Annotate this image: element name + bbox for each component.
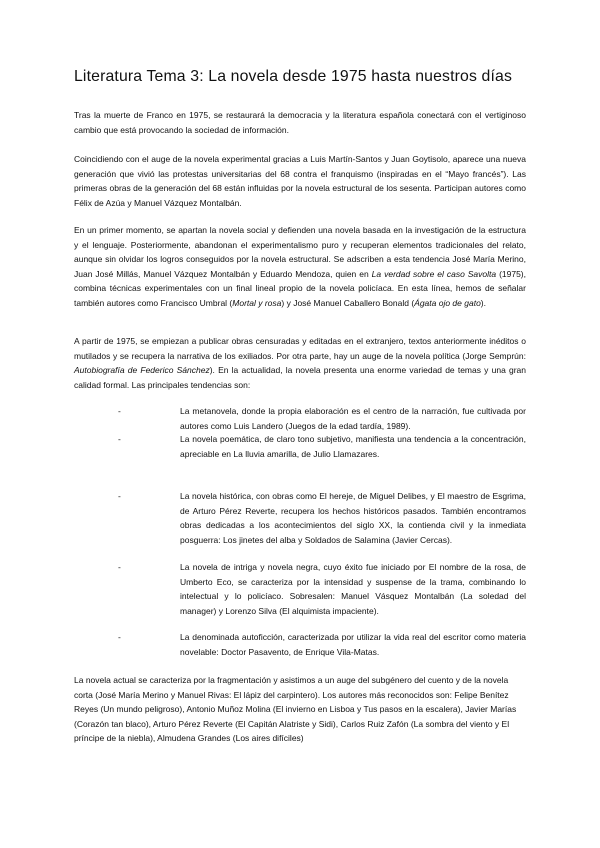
page-title: Literatura Tema 3: La novela desde 1975 hasta nuestros días — [74, 68, 512, 85]
bullet-dash: - — [118, 632, 121, 642]
text-run: En un primer momento, se apartan la novela social y defienden una novela basada en la investigación de la estructura y el lenguaje. Posteriormente, abandonan el experimentalismo puro y recuperan elementos tradicionales del relato, aunque sin olvidar los logros conseguidos por la novela estructural. Se adscriben a esta tendencia José María Merino, Juan José Millás, Manuel Vázquez Montalbán y Eduardo Mendoza, quien en — [74, 225, 526, 279]
book-title: Autobiografía de Federico Sánchez — [74, 365, 210, 376]
paragraph-generation-68: Coincidiendo con el auge de la novela experimental gracias a Luis Martín-Santos y Juan Goytisolo, aparece una nueva generación que vivió las protestas universitarias del 68 contra el franquismo (inspiradas en el “Mayo francés”). Las primeras obras de la generación del 68 están influidas por la novela estructural de los sesenta. Participan autores como Félix de Azúa y Manuel Vázquez Montalbán. — [74, 154, 526, 208]
paragraph-evolution — [74, 223, 526, 311]
bullet-dash: - — [118, 491, 121, 501]
list-item-text: La denominada autoficción, caracterizada por utilizar la vida real del escritor como materia novelable: Doctor Pasavento, de Enrique Vila-Matas. — [180, 632, 526, 657]
paragraph-intro: Tras la muerte de Franco en 1975, se restaurará la democracia y la literatura española conectará con el vertiginoso cambio que está provocando la sociedad de información. — [74, 110, 526, 135]
text-run: A partir de 1975, se empiezan a publicar obras censuradas y editadas en el extranjero, textos anteriormente inéditos o mutilados y se recupera la narrativa de los exiliados. Por otra parte, hay un auge de la novela política (Jorge Semprún: — [74, 336, 526, 361]
paragraph-since-1975 — [74, 334, 526, 392]
text-run: ). — [480, 297, 486, 308]
book-title: Ágata ojo de gato — [414, 297, 481, 308]
book-title: La verdad sobre el caso Savolta — [371, 268, 497, 279]
text-run: ). En la actualidad, la novela presenta una enorme variedad de temas y una gran calidad formal. Las principales tendencias son: — [74, 365, 526, 390]
list-item-text: La novela poemática, de claro tono subjetivo, manifiesta una tendencia a la concentración, apreciable en La lluvia amarilla, de Julio Llamazares. — [180, 434, 526, 459]
list-item-text: La novela de intriga y novela negra, cuyo éxito fue iniciado por El nombre de la rosa, de Umberto Eco, se caracteriza por la intensidad y suspense de la trama, combinando lo intelectual y lo policíaco. Sobresalen: Manuel Vásquez Montalbán (La soledad del manager) y Lorenzo Silva (El alquimista impaciente). — [180, 562, 526, 616]
book-title: Mortal y rosa — [232, 297, 282, 308]
bullet-dash: - — [118, 406, 121, 416]
list-item-text: La novela histórica, con obras como El hereje, de Miguel Delibes, y El maestro de Esgrima, de Arturo Pérez Reverte, recupera los hechos históricos pasados. También encontramos obras dedicadas a los acontecimientos del siglo XX, la contienda civil y la inmediata posguerra: Los jinetes del alba y Soldados de Salamina (Javier Cercas). — [180, 491, 526, 545]
bullet-dash: - — [118, 562, 121, 572]
paragraph-current-novel: La novela actual se caracteriza por la fragmentación y asistimos a un auge del subgénero del cuento y de la novela corta (José María Merino y Manuel Rivas: El lápiz del carpintero). Los autores más reconocidos son: Felipe Benítez Reyes (Un mundo peligroso), Antonio Muñoz Molina (El invierno en Lisboa y Tus pasos en la escalera), Javier Marías (Corazón tan blaco), Arturo Pérez Reverte (El Capitán Alatriste y Sidi), Carlos Ruiz Zafón (La sombra del viento y El príncipe de la niebla), Almudena Grandes (Los aires difíciles) — [74, 675, 517, 744]
text-run: ) y José Manuel Caballero Bonald ( — [281, 297, 415, 308]
text-run: (1975), combina técnicas experimentales con un final lineal propio de la novela policíaca. En esta línea, hemos de señalar también autores como Francisco Umbral ( — [74, 268, 527, 308]
bullet-dash: - — [118, 434, 121, 444]
list-item-text: La metanovela, donde la propia elaboración es el centro de la narración, fue cultivada por autores como Luis Landero (Juegos de la edad tardía, 1989). — [180, 406, 526, 431]
